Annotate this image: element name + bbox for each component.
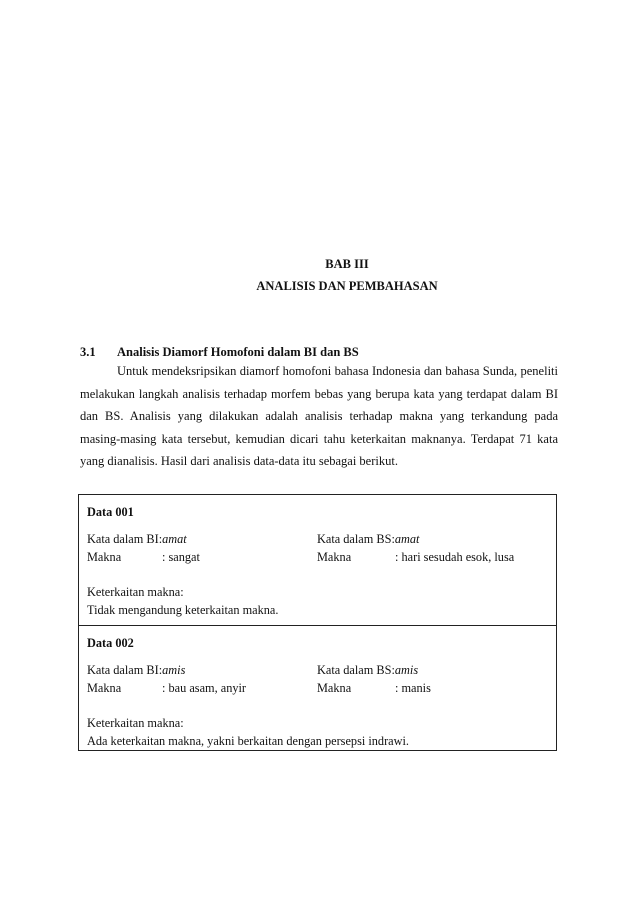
relation-text: Ada keterkaitan makna, yakni berkaitan dengan persepsi indrawi. (87, 734, 409, 748)
makna-label: Makna (87, 550, 122, 564)
makna-label: Makna (317, 550, 352, 564)
section-title: Analisis Diamorf Homofoni dalam BI dan BS (117, 345, 359, 359)
relation-label: Keterkaitan makna: (87, 716, 184, 730)
data-entry-001 (79, 495, 556, 626)
chapter-title: ANALISIS DAN PEMBAHASAN (256, 279, 438, 293)
bi-word: amis (162, 663, 186, 677)
meaning-row (87, 679, 548, 697)
bi-label: Kata dalam BI: (87, 532, 163, 546)
section-number: 3.1 (80, 345, 96, 359)
bi-word-cell (87, 530, 317, 548)
data-entry-002 (79, 626, 556, 750)
bi-meaning-cell (87, 548, 317, 566)
relation-label: Keterkaitan makna: (87, 585, 184, 599)
bi-word: amat (162, 532, 187, 546)
word-row (87, 661, 548, 679)
bi-meaning: : sangat (162, 550, 200, 564)
bi-label: Kata dalam BI: (87, 663, 163, 677)
data-table (78, 494, 557, 751)
section-heading (80, 345, 359, 360)
word-row (87, 530, 548, 548)
data-title: Data 002 (87, 636, 134, 650)
bs-word: amis (394, 663, 419, 677)
bs-word-cell (317, 661, 547, 679)
chapter-number: BAB III (325, 257, 369, 271)
bs-word: amat (394, 532, 420, 546)
bs-label: Kata dalam BS: (317, 532, 395, 546)
body-paragraph: Untuk mendeksripsikan diamorf homofoni bahasa Indonesia dan bahasa Sunda, peneliti melakukan langkah analisis terhadap morfem bebas yang berupa kata yang terdapat dalam BI dan BS. Analisis yang dilakukan adalah analisis terhadap makna yang terkandung pada masing-masing kata tersebut, kemudian dicari tahu keterkaitan maknanya. Terdapat 71 kata yang dianalisis. Hasil dari analisis data-data itu sebagai berikut. (80, 364, 558, 468)
relation-text: Tidak mengandung keterkaitan makna. (87, 603, 279, 617)
meaning-row (87, 548, 548, 566)
bs-meaning: : hari sesudah esok, lusa (395, 550, 515, 564)
bi-meaning-cell (87, 679, 317, 697)
bs-meaning: : manis (395, 681, 431, 695)
makna-label: Makna (317, 681, 352, 695)
bs-word-cell (317, 530, 547, 548)
data-title: Data 001 (87, 505, 134, 519)
bi-meaning: : bau asam, anyir (162, 681, 247, 695)
makna-label: Makna (87, 681, 122, 695)
bi-word-cell (87, 661, 317, 679)
bs-meaning-cell (317, 548, 547, 566)
bs-meaning-cell (317, 679, 547, 697)
bs-label: Kata dalam BS: (317, 663, 395, 677)
